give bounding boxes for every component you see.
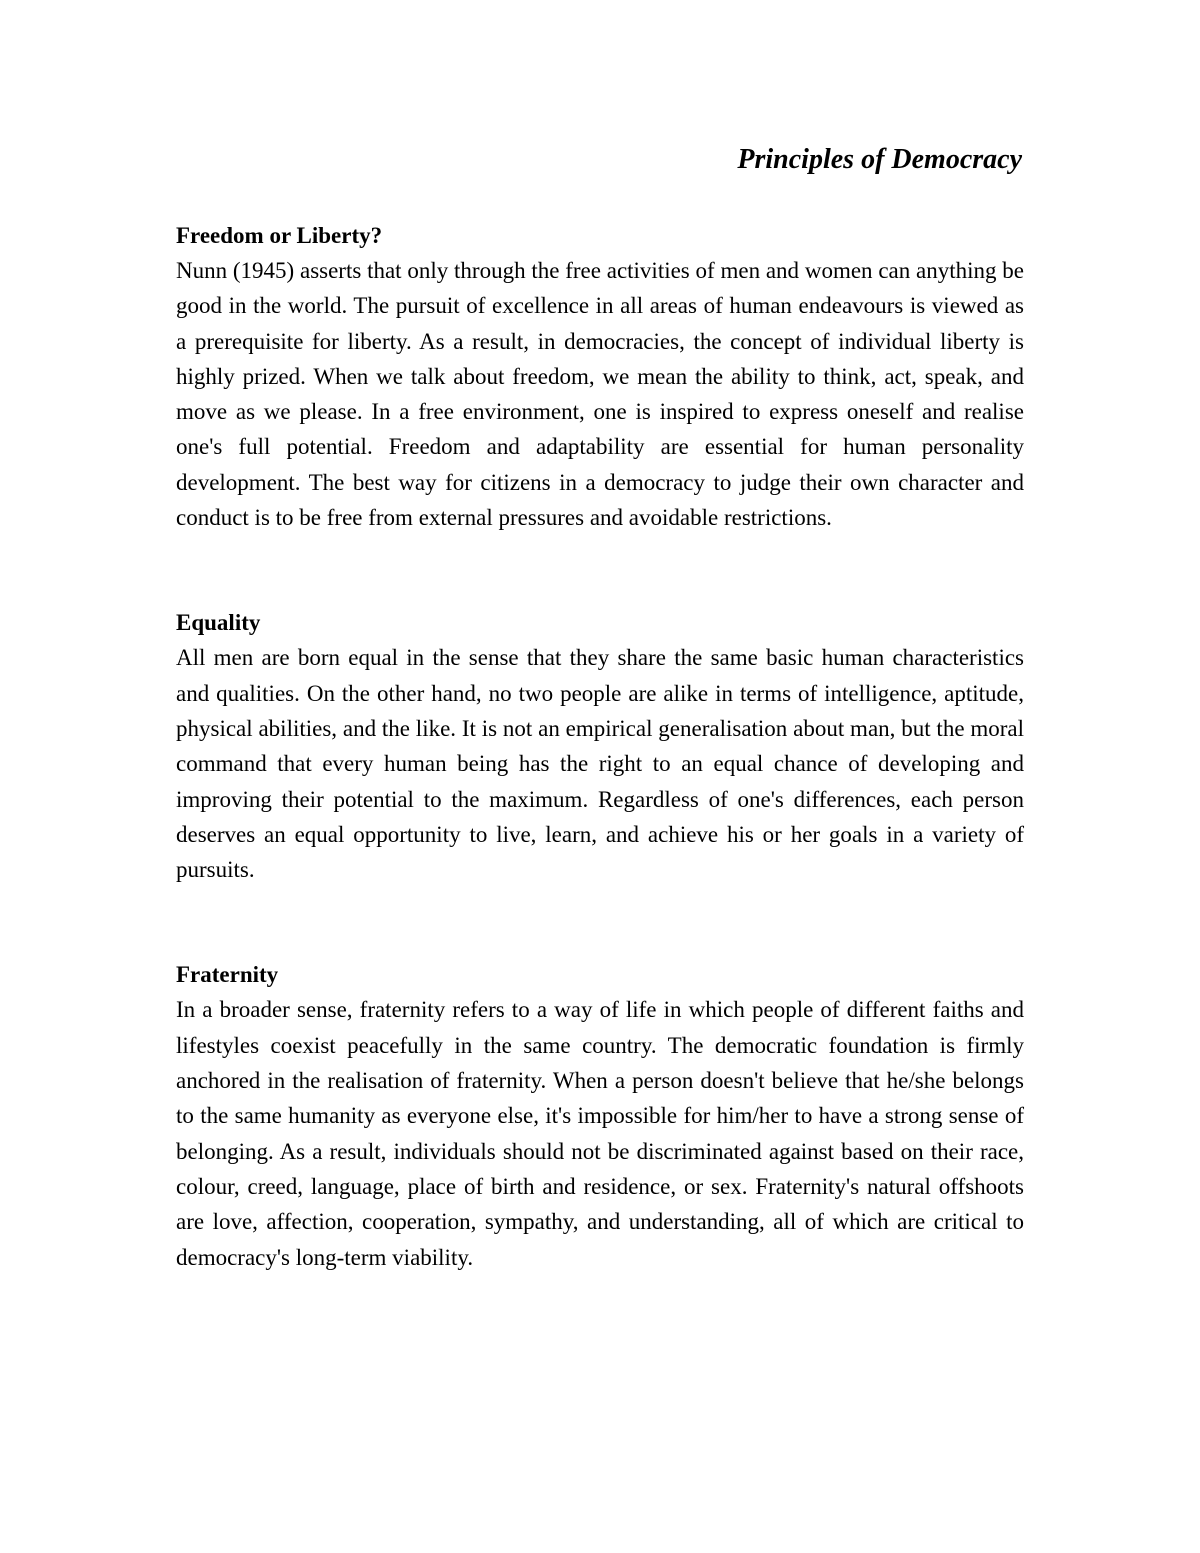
section-body: In a broader sense, fraternity refers to a way of life in which people of different faiths and lifestyles coexist peacefully in the same country. The democratic foundation is firmly anchored in the realisation of fraternity. When a person doesn't believe that he/she belongs to the same humanity as everyone else, it's impossible for him/her to have a strong sense of belonging. As a result, individuals should not be discriminated against based on their race, colour, creed, language, place of birth and residence, or sex. Fraternity's natural offshoots are love, affection, cooperation, sympathy, and understanding, all of which are critical to democracy's long-term viability. [176,997,1024,1270]
document-title: Principles of Democracy [737,144,1022,175]
section-body: Nunn (1945) asserts that only through the free activities of men and women can anything be good in the world. The pursuit of excellence in all areas of human endeavours is viewed as a prerequisite for liberty. As a result, in democracies, the concept of individual liberty is highly prized. When we talk about freedom, we mean the ability to think, act, speak, and move as we please. In a free environment, one is inspired to express oneself and realise one's full potential. Freedom and adaptability are essential for human personality development. The best way for citizens in a democracy to judge their own character and conduct is to be free from external pressures and avoidable restrictions. [176,258,1024,531]
section-heading: Fraternity [176,962,279,988]
section-fraternity [176,957,1024,1274]
document-page [176,140,1024,1275]
section-heading: Freedom or Liberty? [176,223,383,248]
section-freedom-or-liberty [176,218,1024,535]
section-equality [176,605,1024,887]
section-heading: Equality [176,610,261,636]
section-body: All men are born equal in the sense that they share the same basic human characteristics and qualities. On the other hand, no two people are alike in terms of intelligence, aptitude, physical abilities, and the like. It is not an empirical generalisation about man, but the moral command that every human being has the right to an equal chance of developing and improving their potential to the maximum. Regardless of one's differences, each person deserves an equal opportunity to live, learn, and achieve his or her goals in a variety of pursuits. [176,645,1024,883]
